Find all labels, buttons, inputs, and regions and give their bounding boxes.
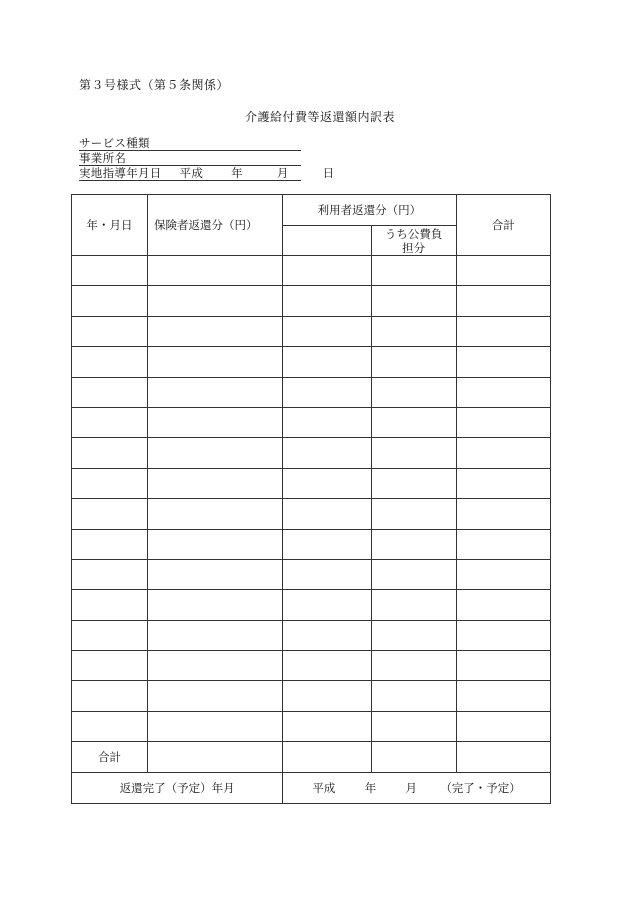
insurer-refund-cell[interactable] [148, 620, 283, 650]
date-cell[interactable] [72, 468, 148, 498]
insurer-refund-cell[interactable] [148, 681, 283, 711]
total-cell[interactable] [456, 559, 550, 589]
public-burden-cell[interactable] [371, 681, 456, 711]
service-type-line[interactable] [79, 136, 301, 151]
table-row [72, 316, 551, 346]
user-refund-cell[interactable] [283, 711, 372, 741]
table-row [72, 620, 551, 650]
table-row [72, 529, 551, 559]
user-refund-cell[interactable] [283, 499, 372, 529]
user-refund-cell[interactable] [283, 468, 372, 498]
table-row [72, 347, 551, 377]
header-user-refund-blank [283, 226, 372, 256]
completion-year-unit: 年 [364, 781, 377, 796]
total-cell[interactable] [456, 347, 550, 377]
inspection-month-unit: 月 [276, 166, 289, 180]
insurer-refund-cell[interactable] [148, 651, 283, 681]
completion-date-cell[interactable] [283, 773, 551, 804]
user-refund-cell[interactable] [283, 256, 372, 286]
table-row [72, 438, 551, 468]
sum-total-cell[interactable] [456, 742, 550, 773]
footer-row [72, 773, 551, 804]
public-burden-cell[interactable] [371, 316, 456, 346]
user-refund-cell[interactable] [283, 377, 372, 407]
date-cell[interactable] [72, 559, 148, 589]
header-date: 年・月日 [72, 195, 148, 256]
total-cell[interactable] [456, 438, 550, 468]
date-cell[interactable] [72, 711, 148, 741]
sum-row [72, 742, 551, 773]
insurer-refund-cell[interactable] [148, 286, 283, 316]
insurer-refund-cell[interactable] [148, 438, 283, 468]
public-burden-cell[interactable] [371, 590, 456, 620]
date-cell[interactable] [72, 590, 148, 620]
date-cell[interactable] [72, 620, 148, 650]
table-row [72, 499, 551, 529]
table-row [72, 681, 551, 711]
total-cell[interactable] [456, 316, 550, 346]
date-cell[interactable] [72, 651, 148, 681]
inspection-year-unit: 年 [231, 166, 243, 180]
office-name-line[interactable] [79, 151, 301, 166]
table-row [72, 256, 551, 286]
sum-label: 合計 [72, 742, 148, 773]
table-row [72, 711, 551, 741]
public-burden-cell[interactable] [371, 499, 456, 529]
insurer-refund-cell[interactable] [148, 711, 283, 741]
public-burden-cell[interactable] [371, 286, 456, 316]
user-refund-cell[interactable] [283, 559, 372, 589]
table-row [72, 407, 551, 437]
date-cell[interactable] [72, 377, 148, 407]
public-burden-cell[interactable] [371, 347, 456, 377]
public-burden-cell[interactable] [371, 651, 456, 681]
total-cell[interactable] [456, 651, 550, 681]
user-refund-cell[interactable] [283, 316, 372, 346]
date-cell[interactable] [72, 286, 148, 316]
header-total: 合計 [456, 195, 550, 256]
insurer-refund-cell[interactable] [148, 316, 283, 346]
header-public-burden-line2: 担分 [402, 240, 426, 255]
user-refund-cell[interactable] [283, 681, 372, 711]
date-cell[interactable] [72, 438, 148, 468]
total-cell[interactable] [456, 407, 550, 437]
inspection-day-unit: 日 [322, 166, 335, 180]
public-burden-cell[interactable] [371, 407, 456, 437]
insurer-refund-cell[interactable] [148, 377, 283, 407]
total-cell[interactable] [456, 620, 550, 650]
total-cell[interactable] [456, 711, 550, 741]
user-refund-cell[interactable] [283, 620, 372, 650]
table-row [72, 377, 551, 407]
inspection-date-label: 実地指導年月日 [79, 166, 162, 180]
completion-label: 返還完了（予定）年月 [72, 773, 283, 804]
public-burden-cell[interactable] [371, 256, 456, 286]
date-cell[interactable] [72, 316, 148, 346]
date-cell[interactable] [72, 347, 148, 377]
inspection-date-line[interactable] [79, 166, 335, 181]
office-name-label: 事業所名 [79, 151, 127, 165]
service-type-label: サービス種類 [79, 136, 150, 150]
insurer-refund-cell[interactable] [148, 256, 283, 286]
table-row [72, 559, 551, 589]
sum-public-cell[interactable] [371, 742, 456, 773]
date-cell[interactable] [72, 499, 148, 529]
date-cell[interactable] [72, 256, 148, 286]
table-row [72, 468, 551, 498]
sum-user-cell[interactable] [283, 742, 372, 773]
total-cell[interactable] [456, 286, 550, 316]
public-burden-cell[interactable] [371, 559, 456, 589]
public-burden-cell[interactable] [371, 377, 456, 407]
completion-month-unit: 月 [405, 781, 417, 796]
user-refund-cell[interactable] [283, 407, 372, 437]
document-title: 介護給付費等返還額内訳表 [244, 110, 395, 124]
date-cell[interactable] [72, 529, 148, 559]
refund-breakdown-table [71, 194, 551, 804]
header-public-burden [371, 226, 456, 256]
total-cell[interactable] [456, 468, 550, 498]
table-row [72, 286, 551, 316]
public-burden-cell[interactable] [371, 620, 456, 650]
public-burden-cell[interactable] [371, 438, 456, 468]
inspection-era: 平成 [179, 166, 204, 180]
total-cell[interactable] [456, 377, 550, 407]
completion-status: （完了・予定） [440, 781, 521, 796]
table-row [72, 651, 551, 681]
user-refund-cell[interactable] [283, 590, 372, 620]
public-burden-cell[interactable] [371, 468, 456, 498]
insurer-refund-cell[interactable] [148, 529, 283, 559]
header-public-burden-line1: うち公費負 [384, 226, 443, 241]
total-cell[interactable] [456, 499, 550, 529]
total-cell[interactable] [456, 529, 550, 559]
insurer-refund-cell[interactable] [148, 407, 283, 437]
form-number: 第３号様式（第５条関係） [79, 78, 230, 92]
header-user-refund: 利用者返還分（円） [283, 195, 456, 226]
user-refund-cell[interactable] [283, 286, 372, 316]
info-block [79, 136, 335, 181]
user-refund-cell[interactable] [283, 347, 372, 377]
public-burden-cell[interactable] [371, 529, 456, 559]
insurer-refund-cell[interactable] [148, 590, 283, 620]
insurer-refund-cell[interactable] [148, 468, 283, 498]
completion-era: 平成 [312, 781, 336, 796]
total-cell[interactable] [456, 256, 550, 286]
total-cell[interactable] [456, 681, 550, 711]
public-burden-cell[interactable] [371, 711, 456, 741]
sum-insurer-cell[interactable] [148, 742, 283, 773]
user-refund-cell[interactable] [283, 651, 372, 681]
insurer-refund-cell[interactable] [148, 347, 283, 377]
user-refund-cell[interactable] [283, 438, 372, 468]
insurer-refund-cell[interactable] [148, 559, 283, 589]
header-row [72, 195, 551, 226]
user-refund-cell[interactable] [283, 529, 372, 559]
header-insurer-refund: 保険者返還分（円） [148, 195, 283, 256]
date-cell[interactable] [72, 407, 148, 437]
table-row [72, 590, 551, 620]
insurer-refund-cell[interactable] [148, 499, 283, 529]
total-cell[interactable] [456, 590, 550, 620]
date-cell[interactable] [72, 681, 148, 711]
